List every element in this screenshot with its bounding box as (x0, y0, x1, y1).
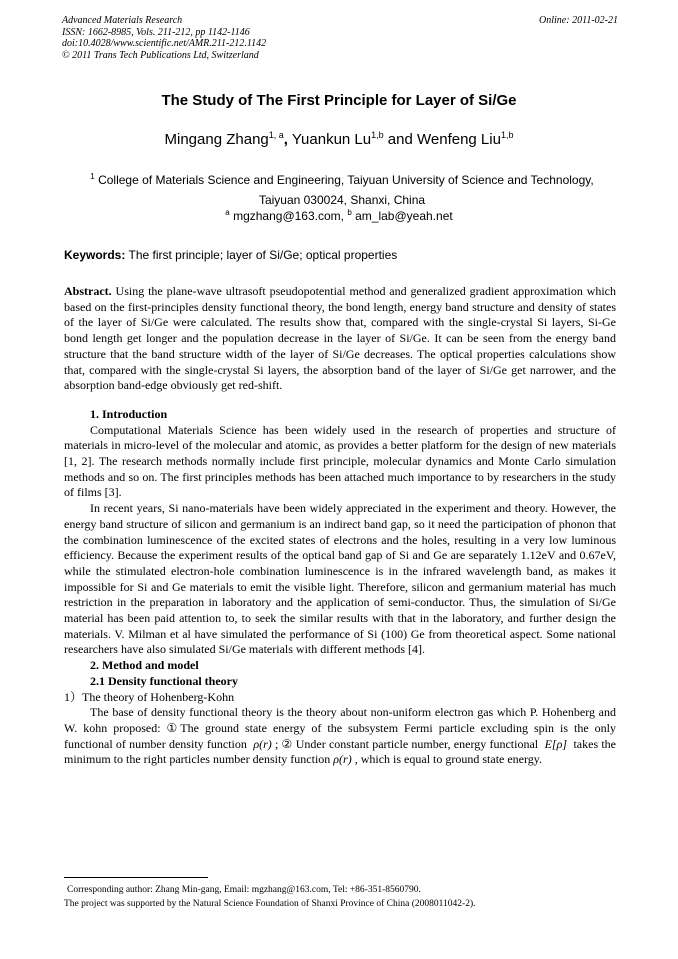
abstract (64, 284, 616, 394)
issn-line: ISSN: 1662-8985, Vols. 211-212, pp 1142-1146 (62, 26, 250, 38)
affiliation-text: College of Materials Science and Engineering, Taiyuan University of Science and Technology, Taiyuan 030024, Shanxi, China (98, 173, 594, 207)
paper-body (64, 284, 616, 768)
email-superscript: a (225, 208, 230, 217)
doi-line: doi:10.4028/www.scientific.net/AMR.211-212.1142 (62, 38, 267, 49)
dft-text: takes the minimum to the right particles number density function (64, 736, 616, 767)
dft-text: The base of density functional theory is the theory about non-uniform electron gas which P. Hohenberg and W. kohn proposed: ①The ground state energy of the subsystem Fermi particle excluding spin is the only functional of number density function (64, 705, 616, 751)
energy-functional: E[ρ] (544, 736, 567, 751)
email-address: mgzhang@163.com, (233, 209, 344, 223)
affiliation-superscript: 1 (90, 172, 95, 181)
journal-name: Advanced Materials Research (62, 15, 183, 26)
author-list (0, 130, 678, 148)
email-line (0, 208, 678, 223)
author-name: Yuankun Lu (291, 131, 372, 148)
author-superscript: 1, a (268, 130, 284, 140)
dft-text: , which is equal to ground state energy. (354, 752, 543, 767)
abstract-label: Abstract. (64, 284, 112, 298)
author-conjunction: and (387, 131, 413, 148)
theory-item: 1）The theory of Hohenberg-Kohn (64, 689, 235, 704)
affiliation (72, 167, 612, 210)
author-separator: , (283, 131, 288, 148)
paper-title: The Study of The First Principle for Layer of Si/Ge (161, 92, 517, 109)
email-superscript: b (347, 208, 352, 217)
introduction-heading: 1. Introduction (90, 406, 168, 421)
journal-header (62, 15, 618, 61)
rho-function: ρ(r) (253, 736, 272, 751)
author-name: Wenfeng Liu (417, 131, 501, 148)
author-superscript: 1,b (371, 130, 384, 140)
abstract-text: Using the plane-wave ultrasoft pseudopotential method and generalized gradient approximation which based on the first-principles density functional theory, the bond length, energy band structure and density of states of the layer of Si/Ge were calculated. The results show that, compared with the single-crystal Si layers, Si-Ge bond length get longer and the population decrease in the layer of Si/Ge. It can be seen from the energy band structure that the band structure width of the layer of Si/Ge decreases. The optical properties calculations show that, compared with the single-crystal Si layers, the absorption band of the layer of Si/Ge get narrower, and the absorption band-edge obviously get red-shift. (64, 284, 617, 393)
rho-function: ρ(r) (333, 752, 352, 767)
dft-text: ; ② Under constant particle number, energy functional (274, 736, 539, 751)
keywords (64, 248, 616, 262)
copyright-line: © 2011 Trans Tech Publications Ltd, Switzerland (62, 49, 259, 61)
dft-heading: 2.1 Density functional theory (90, 673, 238, 688)
keywords-label: Keywords: (64, 248, 126, 262)
online-date: Online: 2011-02-21 (539, 15, 618, 26)
intro-paragraph: Computational Materials Science has been widely used in the research of properties and structure of materials in micro-level of the molecular and atomic, as provides a better platform for the design of new materials [1, 2]. The research methods normally include first principle, molecular dynamics and Monte Carlo simulation methods and so on. The first principles methods has been attached much importance to by researchers in the study of films [3]. (64, 422, 616, 500)
method-heading: 2. Method and model (90, 658, 199, 673)
dft-paragraph (64, 705, 616, 768)
email-address: am_lab@yeah.net (355, 209, 453, 223)
intro-paragraph: In recent years, Si nano-materials have been widely appreciated in the experiment and theory. However, the energy band structure of silicon and germanium is an indirect band gap, so it need the participation of phonon that the combination luminescence of the excited states of electrons and the holes, resulting in a very low luminous efficiency. Because the experiment results of the optical band gap of Si and Ge are separately 1.12eV and 0.67eV, while the stimulated electron-hole combination luminescence is in the infrared wavelength band, as makes it impossible for Si and Ge materials to emit the visible light. Therefore, silicon and germanium material has much restriction in the preparation in laboratory and the application of semi-conductor. Thus, the simulation of Si/Ge material has been paid attention to, to seek the similar results with that in the laboratory, and further design the materials. V. Milman et al have simulated the performance of Si (100) Ge from theoretical aspect. Some national researchers have also simulated Si/Ge materials with different methods [4]. (64, 501, 616, 657)
author-name: Mingang Zhang (164, 131, 269, 148)
author-superscript: 1,b (500, 130, 514, 140)
footnote-divider (64, 877, 208, 878)
footnote-funding: The project was supported by the Natural Science Foundation of Shanxi Province of China (2008011042-2). (64, 899, 476, 909)
footnote-corresponding-author: Corresponding author: Zhang Min-gang, Email: mgzhang@163.com, Tel: +86-351-8560790. (67, 885, 421, 895)
keywords-text: The first principle; layer of Si/Ge; optical properties (128, 248, 398, 262)
